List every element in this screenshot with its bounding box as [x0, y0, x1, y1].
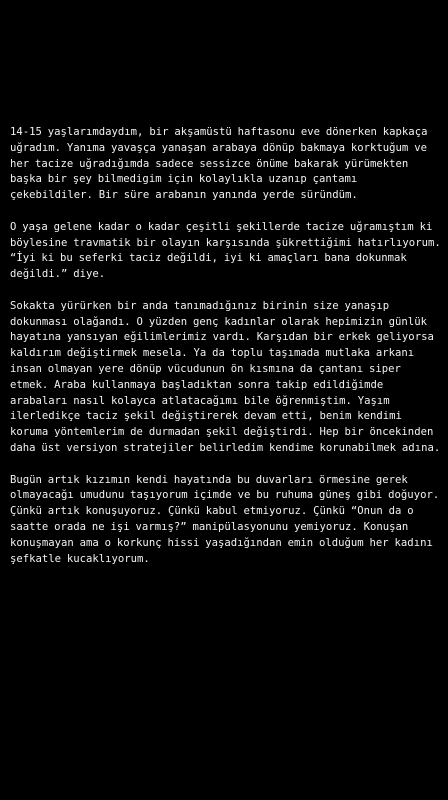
story-text: [10, 125, 442, 583]
story-paragraph-1: 14-15 yaşlarımdaydım, bir akşamüstü haftasonu eve dönerken kapkaça uğradım. Yanıma yavaşça yanaşan arabaya dönüp bakmaya korktuğum ve her tacize uğradığımda sadece sessizce önüme bakarak yürümekten başka bir şey bilmedigim için kolaylıkla uzanıp çantamı çekebildiler. Bir süre arabanın yanında yerde süründüm.: [10, 126, 428, 202]
story-paragraph-4: Bugün artık kızımın kendi hayatında bu duvarları örmesine gerek olmayacağı umudunu taşıyorum içimde ve bu ruhuma güneş gibi doğuyor. Çünkü artık konuşuyoruz. Çünkü kabul etmiyoruz. Çünkü “Onun da o saatte orada ne işi varmış?” manipülasyonunu yemiyoruz. Konuşan konuşmayan ama o korkunç hissi yaşadığından emin olduğum her kadını şefkatle kucaklıyorum.: [10, 473, 440, 565]
story-paragraph-3: Sokakta yürürken bir anda tanımadığınız birinin size yanaşıp dokunması olağandı. O yüzden genç kadınlar olarak hepimizin günlük hayatına yansıyan eğilimlerimiz vardı. Karşıdan bir erkek geliyorsa kaldırım değiştirmek mesela. Ya da toplu taşımada mutlaka arkanı insan olmayan yere dönüp vücudunun ön kısmına da çantanı siper etmek. Araba kullanmaya başladıktan sonra takip edildiğimde arabaları nasıl kolayca atlatacağımı bile öğrenmiştim. Yaşım ilerledikçe taciz şekil değiştirerek devam etti, benim kendimi koruma yöntemlerim de durmadan şekil değiştirdi. Hep bir öncekinden daha üst versiyon stratejiler belirledim kendime korunabilmek adına.: [10, 299, 441, 454]
story-paragraph-2: O yaşa gelene kadar o kadar çeşitli şekillerde tacize uğramıştım ki böylesine travmatik bir olayın karşısında şükrettiğimi hatırlıyorum. “İyi ki bu seferki taciz değildi, iyi ki amaçları bana dokunmak değildi.” diye.: [10, 220, 441, 281]
